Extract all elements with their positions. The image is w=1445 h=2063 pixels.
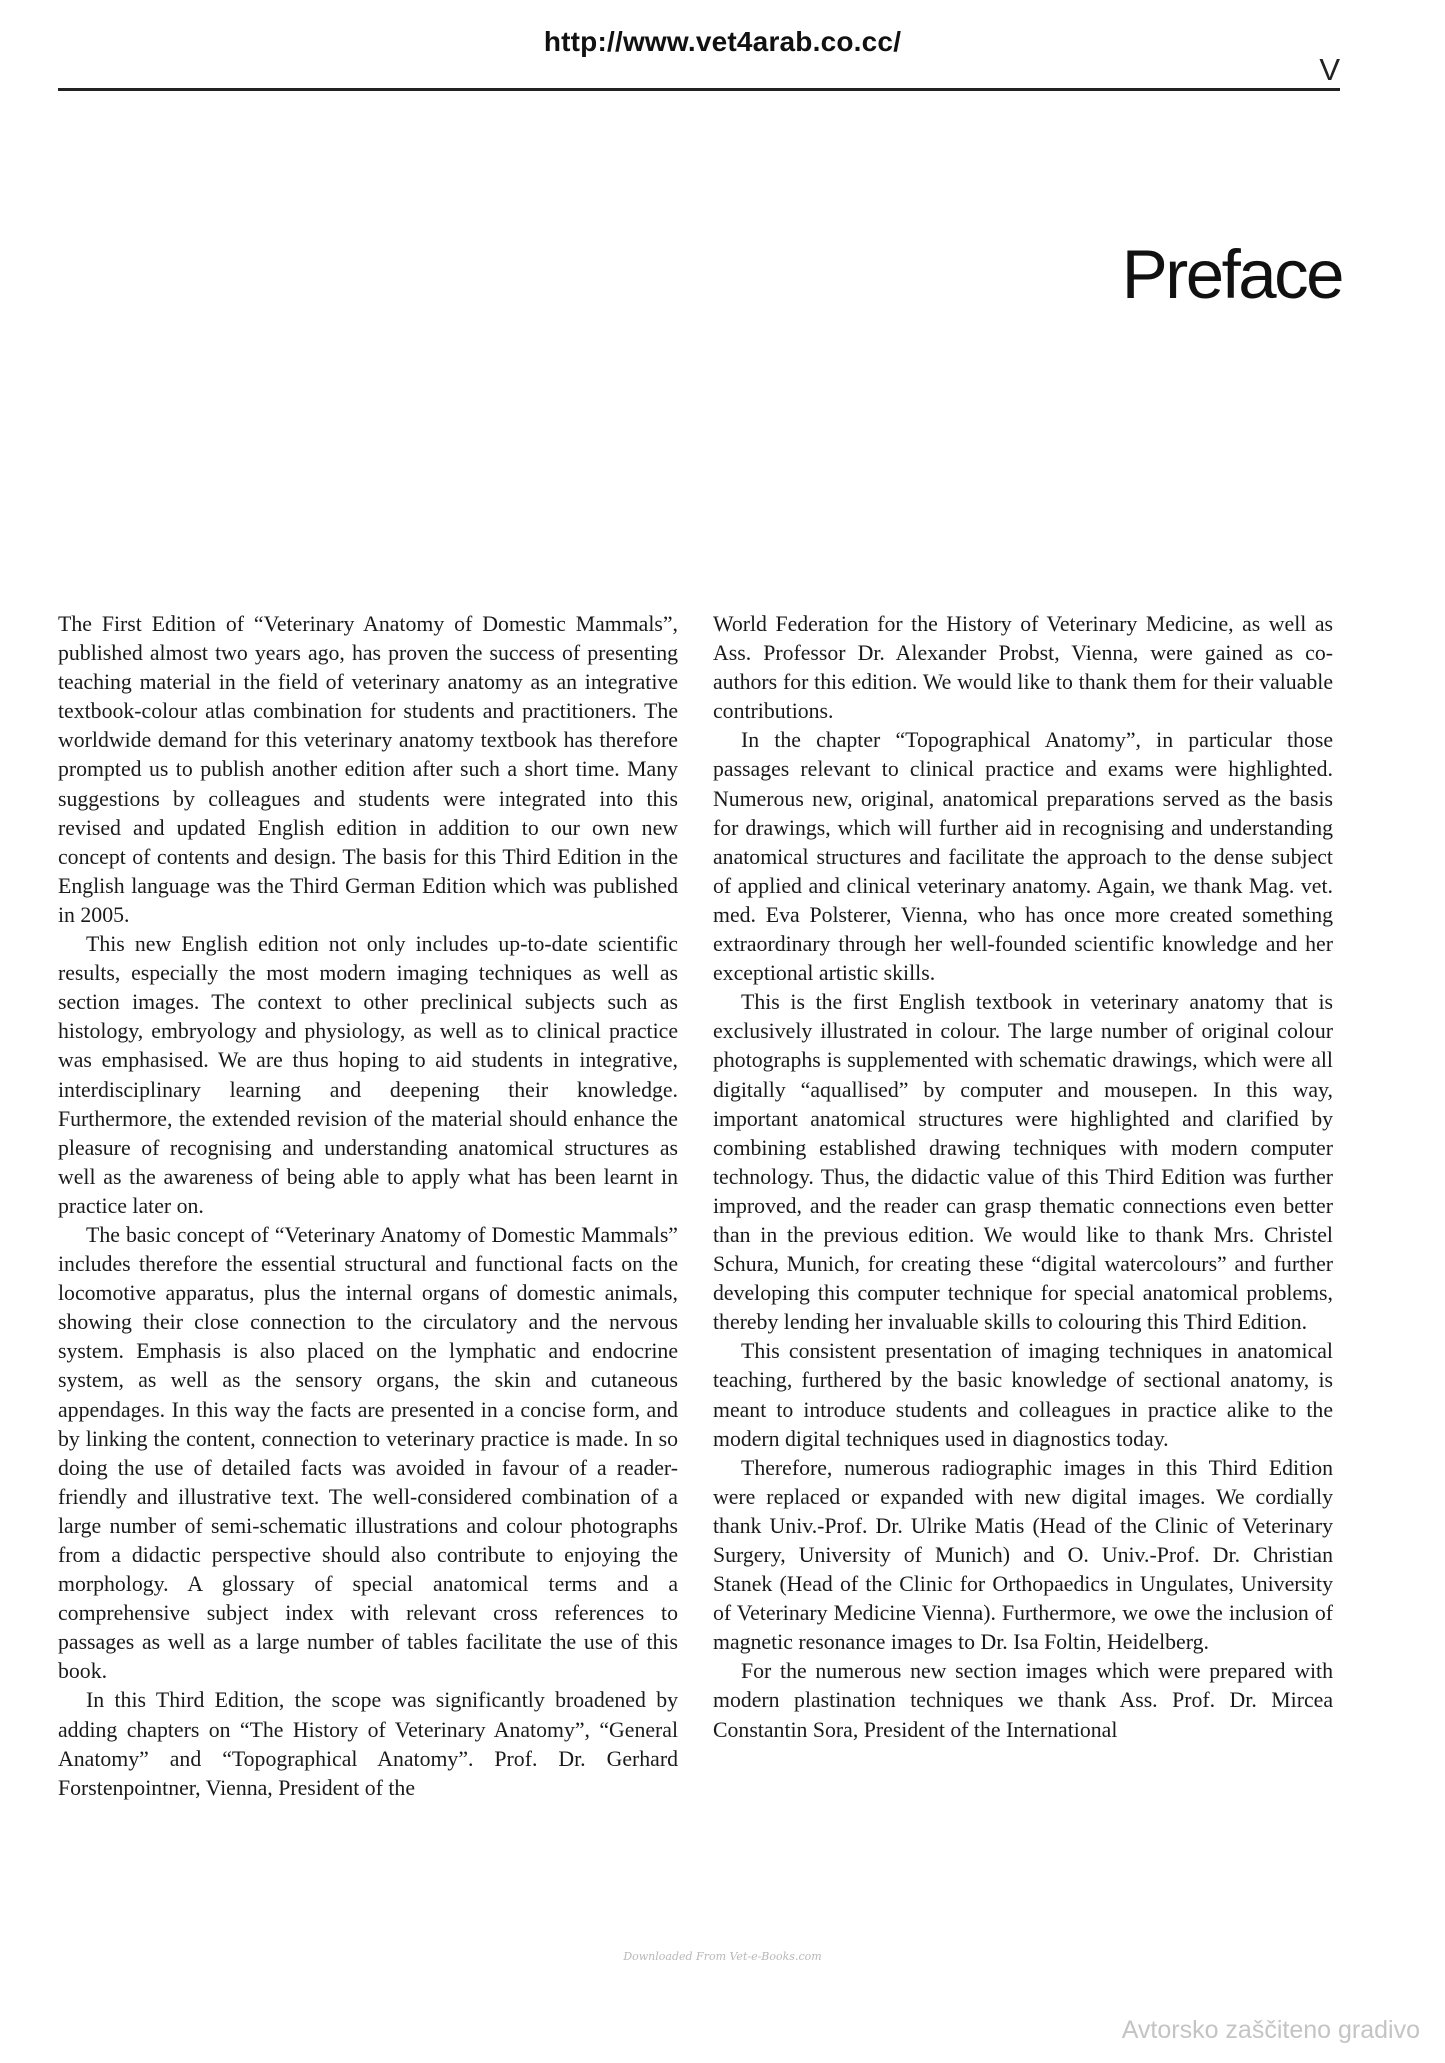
paragraph: In this Third Edition, the scope was significantly broadened by adding chapters on “The History of Veterinary Anatomy”, “General Anatomy” and “Topographical Anatomy”. Prof. Dr. Gerhard Forstenpointner, Vienna, President of the xyxy=(58,1688,678,1800)
paragraph: The basic concept of “Veterinary Anatomy of Domestic Mammals” includes therefore the essential structural and functional facts on the locomotive apparatus, plus the internal organs of domestic animals, showing their close connection to the circulatory and the nervous system. Emphasis is also placed on the lymphatic and endocrine system, as well as the sensory organs, the skin and cutaneous appendages. In this way the facts are presented in a concise form, and by linking the content, connection to veterinary practice is made. In so doing the use of detailed facts was avoided in favour of a reader-friendly and illustrative text. The well-considered combination of a large number of semi-schematic illustrations and colour photographs from a didactic perspective should also contribute to enjoying the morphology. A glossary of special anatomical terms and a comprehensive subject index with relevant cross references to passages as well as a large number of tables facilitate the use of this book. xyxy=(58,1222,678,1684)
right-column xyxy=(713,610,1333,1745)
paragraph: Therefore, numerous radiographic images in this Third Edition were replaced or expanded with new digital images. We cordially thank Univ.-Prof. Dr. Ulrike Matis (Head of the Clinic of Veterinary Surgery, University of Munich) and O. Univ.-Prof. Dr. Christian Stanek (Head of the Clinic for Orthopaedics in Ungulates, University of Veterinary Medicine Vienna). Furthermore, we owe the inclusion of magnetic resonance images to Dr. Isa Foltin, Heidelberg. xyxy=(713,1455,1333,1655)
source-url: http://www.vet4arab.co.cc/ xyxy=(543,26,902,57)
paragraph: For the numerous new section images which were prepared with modern plastination techniques we thank Ass. Prof. Dr. Mircea Constantin Sora, President of the International xyxy=(713,1659,1333,1742)
paragraph: The First Edition of “Veterinary Anatomy of Domestic Mammals”, published almost two years ago, has proven the success of presenting teaching material in the field of veterinary anatomy as an integrative textbook-colour atlas combination for students and practitioners. The worldwide demand for this veterinary anatomy textbook has therefore prompted us to publish another edition after such a short time. Many suggestions by colleagues and students were integrated into this revised and updated English edition in addition to our own new concept of contents and design. The basis for this Third Edition in the English language was the Third German Edition which was published in 2005. xyxy=(58,612,678,927)
paragraph: World Federation for the History of Veterinary Medicine, as well as Ass. Professor Dr. Alexander Probst, Vienna, were gained as co-authors for this edition. We would like to thank them for their valuable contributions. xyxy=(713,612,1333,724)
download-watermark: Downloaded From Vet-e-Books.com xyxy=(623,1950,822,1963)
page-number: V xyxy=(1319,52,1340,87)
page-title: Preface xyxy=(1121,236,1342,313)
paragraph: In the chapter “Topographical Anatomy”, in particular those passages relevant to clinical practice and exams were highlighted. Numerous new, original, anatomical preparations served as the basis for drawings, which will further aid in recognising and understanding anatomical structures and facilitate the approach to the dense subject of applied and clinical veterinary anatomy. Again, we thank Mag. vet. med. Eva Polsterer, Vienna, who has once more created something extraordinary through her well-founded scientific knowledge and her exceptional artistic skills. xyxy=(713,728,1333,986)
header-rule xyxy=(58,88,1340,91)
copyright-notice: Avtorsko zaščiteno gradivo xyxy=(1121,2016,1420,2044)
paragraph: This consistent presentation of imaging techniques in anatomical teaching, furthered by the basic knowledge of sectional anatomy, is meant to introduce students and colleagues in practice alike to the modern digital techniques used in diagnostics today. xyxy=(713,1339,1333,1451)
paragraph: This new English edition not only includes up-to-date scientific results, especially the most modern imaging techniques as well as section images. The context to other preclinical subjects such as histology, embryology and physiology, as well as to clinical practice was emphasised. We are thus hoping to aid students in integrative, interdisciplinary learning and deepening their knowledge. Furthermore, the extended revision of the material should enhance the pleasure of recognising and understanding anatomical structures as well as the awareness of being able to apply what has been learnt in practice later on. xyxy=(58,932,678,1218)
left-column xyxy=(58,610,678,1803)
paragraph: This is the first English textbook in veterinary anatomy that is exclusively illustrated in colour. The large number of original colour photographs is supplemented with schematic drawings, which were all digitally “aquallised” by computer and mousepen. In this way, important anatomical structures were highlighted and clarified by combining established drawing techniques with modern computer technology. Thus, the didactic value of this Third Edition was further improved, and the reader can grasp thematic connections even better than in the previous edition. We would like to thank Mrs. Christel Schura, Munich, for creating these “digital watercolours” and further developing this computer technique for special anatomical problems, thereby lending her invaluable skills to colouring this Third Edition. xyxy=(713,990,1333,1335)
